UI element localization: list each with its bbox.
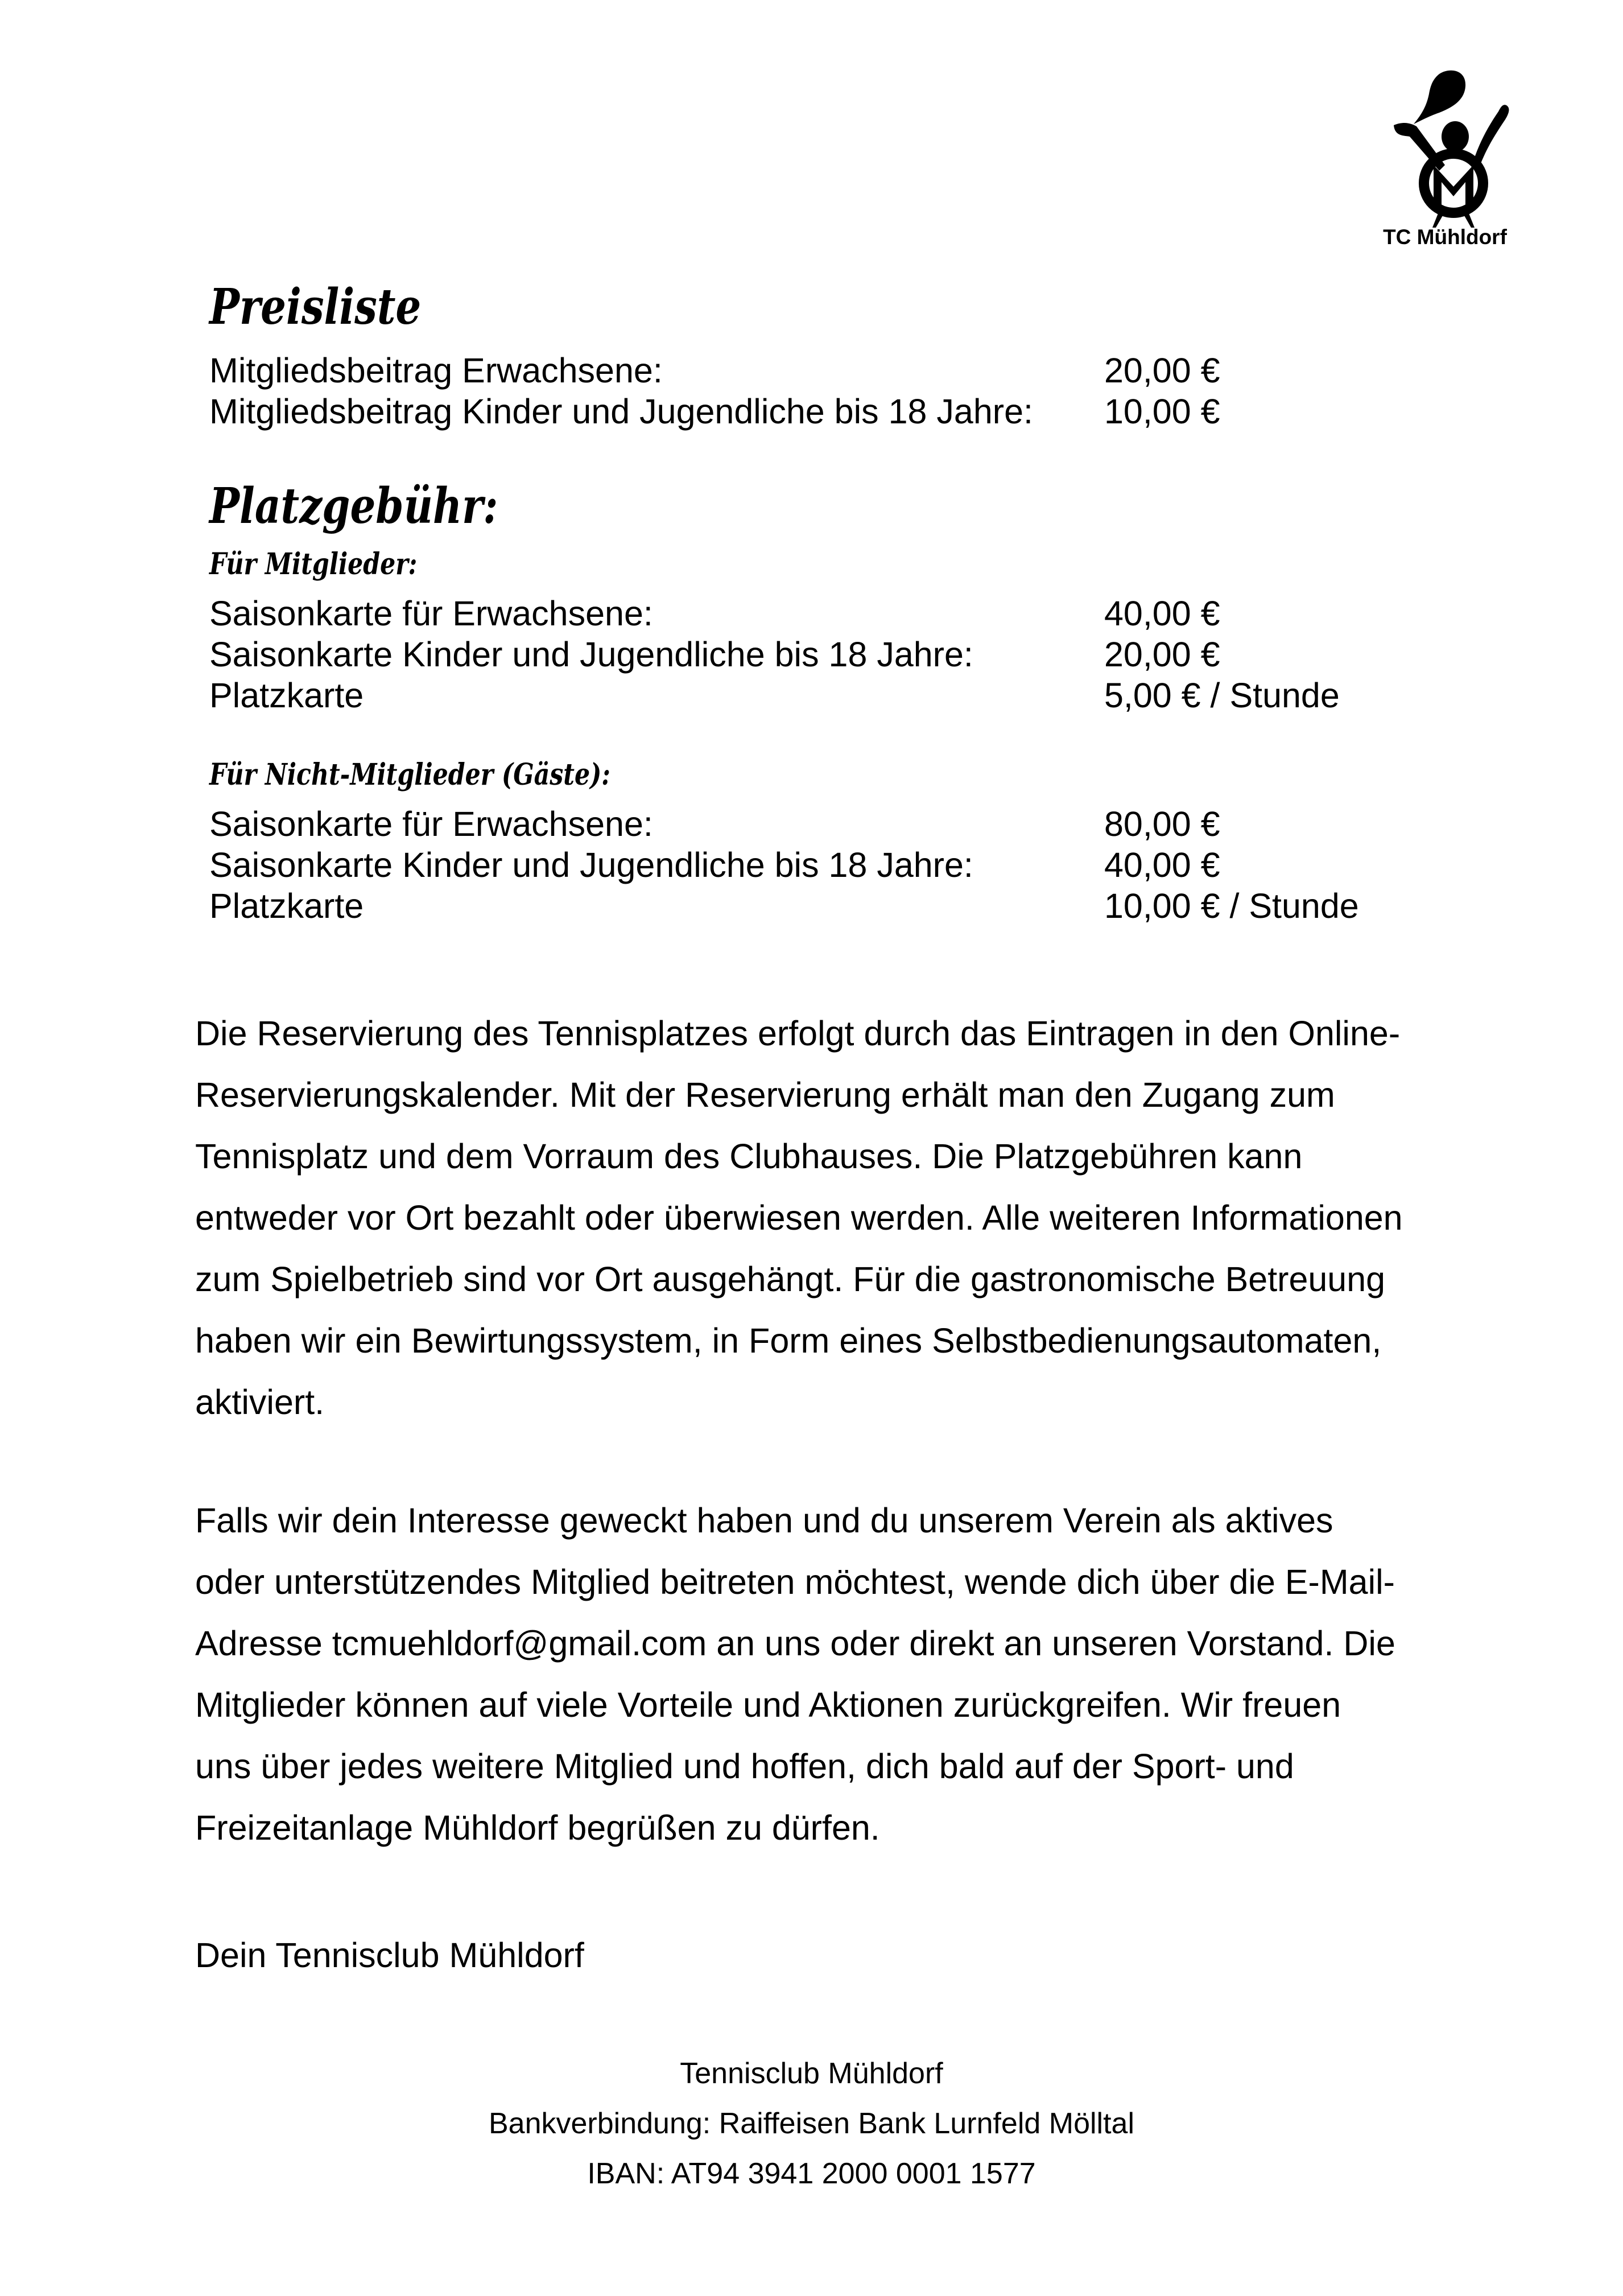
paragraph-line: Tennisplatz und dem Vorraum des Clubhauses. Die Platzgebühren kann xyxy=(195,1137,1303,1176)
price-row xyxy=(209,675,1461,716)
price-row xyxy=(209,350,1461,391)
guest-fees xyxy=(209,803,1461,926)
price-label: Saisonkarte für Erwachsene: xyxy=(209,805,653,843)
price-value: 80,00 € xyxy=(1104,805,1220,843)
price-row xyxy=(209,803,1461,844)
paragraph-line: Die Reservierung des Tennisplatzes erfolgt durch das Eintragen in den Online- xyxy=(195,1014,1401,1053)
price-label: Mitgliedsbeitrag Erwachsene: xyxy=(209,351,663,390)
price-value: 10,00 € xyxy=(1104,392,1220,431)
membership-paragraph xyxy=(195,1490,1504,1858)
paragraph-line: Freizeitanlage Mühldorf begrüßen zu dürfen. xyxy=(195,1808,880,1847)
price-value: 40,00 € xyxy=(1104,594,1220,633)
paragraph-line: haben wir ein Bewirtungssystem, in Form eines Selbstbedienungsautomaten, xyxy=(195,1321,1382,1360)
paragraph-line: entweder vor Ort bezahlt oder überwiesen werden. Alle weiteren Informationen xyxy=(195,1198,1403,1237)
price-list-title: Preisliste xyxy=(209,278,422,336)
price-label: Platzkarte xyxy=(209,887,364,925)
price-label: Saisonkarte Kinder und Jugendliche bis 18 Jahre: xyxy=(209,846,973,884)
signature: Dein Tennisclub Mühldorf xyxy=(195,1936,584,1975)
price-value: 20,00 € xyxy=(1104,635,1220,674)
paragraph-line: Adresse tcmuehldorf@gmail.com an uns oder direkt an unseren Vorstand. Die xyxy=(195,1624,1395,1663)
price-label: Saisonkarte Kinder und Jugendliche bis 18 Jahre: xyxy=(209,635,973,674)
paragraph-line: uns über jedes weitere Mitglied und hoffen, dich bald auf der Sport- und xyxy=(195,1747,1294,1786)
member-fees xyxy=(209,593,1461,716)
price-label: Saisonkarte für Erwachsene: xyxy=(209,594,653,633)
price-row xyxy=(209,593,1461,634)
logo-caption: TC Mühldorf xyxy=(1383,225,1507,249)
price-row xyxy=(209,844,1461,885)
footer-iban: IBAN: AT94 3941 2000 0001 1577 xyxy=(587,2157,1036,2190)
tennis-player-logo-icon xyxy=(1360,57,1530,228)
price-label: Platzkarte xyxy=(209,676,364,715)
price-row xyxy=(209,391,1461,432)
club-logo xyxy=(1360,57,1530,253)
reservation-paragraph xyxy=(195,1003,1504,1433)
paragraph-line: zum Spielbetrieb sind vor Ort ausgehängt. Für die gastronomische Betreuung xyxy=(195,1260,1386,1299)
price-value: 5,00 € / Stunde xyxy=(1104,676,1340,715)
paragraph-line: Mitglieder können auf viele Vorteile und Aktionen zurückgreifen. Wir freuen xyxy=(195,1685,1341,1724)
membership-fees xyxy=(209,350,1461,432)
price-value: 10,00 € / Stunde xyxy=(1104,887,1359,925)
price-value: 40,00 € xyxy=(1104,846,1220,884)
paragraph-line: Reservierungskalender. Mit der Reservierung erhält man den Zugang zum xyxy=(195,1075,1335,1114)
court-fees-title: Platzgebühr: xyxy=(209,477,498,535)
footer xyxy=(0,2048,1623,2199)
guests-heading: Für Nicht-Mitglieder (Gäste): xyxy=(209,757,611,792)
price-value: 20,00 € xyxy=(1104,351,1220,390)
price-row xyxy=(209,634,1461,675)
paragraph-line: aktiviert. xyxy=(195,1383,325,1421)
members-heading: Für Mitglieder: xyxy=(209,547,418,582)
price-label: Mitgliedsbeitrag Kinder und Jugendliche bis 18 Jahre: xyxy=(209,392,1033,431)
paragraph-line: oder unterstützendes Mitglied beitreten möchtest, wende dich über die E-Mail- xyxy=(195,1563,1395,1601)
price-row xyxy=(209,885,1461,926)
footer-bank: Bankverbindung: Raiffeisen Bank Lurnfeld Mölltal xyxy=(488,2107,1135,2140)
footer-club-name: Tennisclub Mühldorf xyxy=(680,2057,943,2090)
paragraph-line: Falls wir dein Interesse geweckt haben und du unserem Verein als aktives xyxy=(195,1501,1333,1540)
